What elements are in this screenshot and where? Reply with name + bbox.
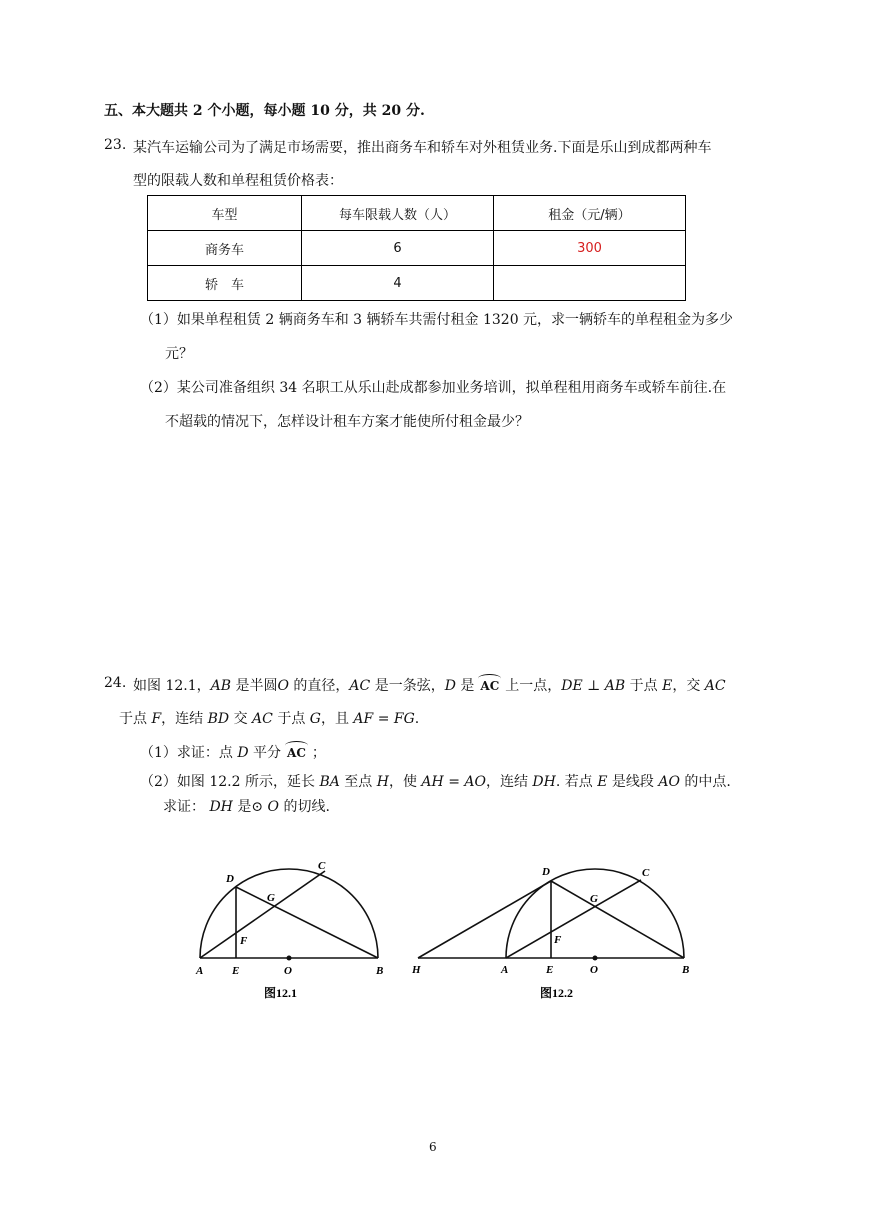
text: 求证：	[163, 799, 210, 815]
q23-stem-line1: 某汽车运输公司为了满足市场需要，推出商务车和轿车对外租赁业务.下面是乐山到成都两种车	[133, 140, 712, 156]
label-B: B	[682, 964, 690, 976]
table-cell: 4	[302, 266, 494, 301]
figure-12-2	[408, 855, 698, 1005]
table-header-cell: 车型	[148, 196, 302, 231]
text: 如图 12.1，	[133, 678, 211, 694]
text: ，连结	[161, 711, 208, 727]
text: 于点	[625, 678, 663, 694]
math-var: BA	[319, 774, 340, 790]
label-D: D	[542, 866, 550, 878]
label-C: C	[318, 860, 326, 872]
text: 于点	[119, 711, 152, 727]
arc-symbol: AC	[480, 679, 500, 693]
q23-part1-line2: 元？	[165, 346, 193, 362]
text: 的中点.	[679, 774, 731, 790]
q23-part1-line1: （1）如果单程租赁 2 辆商务车和 3 辆轿车共需付租金 1320 元，求一辆轿车的单程租金为多少	[140, 312, 734, 328]
label-F: F	[240, 935, 248, 947]
text: 交	[229, 711, 253, 727]
label-G: G	[267, 892, 275, 904]
label-H: H	[412, 964, 421, 976]
table-header-cell: 每车限载人数（人）	[302, 196, 494, 231]
text: 平分	[248, 745, 282, 761]
text: （2）如图 12.2 所示，延长	[140, 774, 320, 790]
chord-AC	[506, 880, 641, 958]
math-expr: DE ⊥ AB	[561, 678, 626, 694]
label-A: A	[501, 964, 509, 976]
figure-caption: 图12.2	[540, 986, 574, 1000]
math-var: G	[309, 711, 321, 727]
q24-stem-line1	[133, 675, 726, 695]
text: 是半圆	[231, 678, 278, 694]
text: ，且	[320, 711, 354, 727]
text: （1）求证：点	[140, 745, 238, 761]
q24-part1	[140, 742, 326, 762]
label-E: E	[546, 964, 554, 976]
semicircle-arc	[506, 869, 684, 958]
table-header-row	[148, 196, 686, 231]
text: 于点	[272, 711, 310, 727]
label-F: F	[554, 934, 562, 946]
text: 上一点，	[505, 678, 562, 694]
label-O: O	[590, 964, 598, 976]
text: ，使	[388, 774, 422, 790]
table-cell-price	[494, 266, 686, 301]
chord-AC	[200, 871, 325, 958]
center-point-O	[287, 956, 292, 961]
table-row	[148, 231, 686, 266]
text: 是	[455, 678, 475, 694]
math-var: BD	[207, 711, 230, 727]
center-point-O	[593, 956, 598, 961]
segment-DB	[236, 887, 378, 958]
segment-DB	[551, 881, 684, 958]
math-var: O	[277, 678, 289, 694]
text: ；	[311, 745, 326, 761]
math-var: O	[267, 799, 280, 815]
math-expr: AH = AO	[421, 774, 486, 790]
label-C: C	[642, 867, 650, 879]
math-var: AC	[252, 711, 273, 727]
q24-stem-line2	[119, 708, 419, 728]
q24-part2-line1	[140, 771, 731, 791]
label-B: B	[376, 965, 384, 977]
q23-stem-line2: 型的限载人数和单程租赁价格表：	[133, 173, 343, 189]
label-D: D	[226, 873, 234, 885]
table-header-cell: 租金（元/辆）	[494, 196, 686, 231]
label-O: O	[284, 965, 292, 977]
figure-caption: 图12.1	[264, 986, 298, 1000]
text: 是⊙	[232, 799, 268, 815]
label-G: G	[590, 893, 598, 905]
math-var: D	[237, 745, 249, 761]
q24-number: 24.	[104, 675, 127, 691]
q23-number: 23.	[104, 137, 127, 153]
label-A: A	[196, 965, 204, 977]
text: 至点	[339, 774, 377, 790]
text: . 若点	[555, 774, 598, 790]
rental-price-table	[147, 195, 686, 301]
math-var: AO	[658, 774, 680, 790]
math-var: DH	[532, 774, 556, 790]
text: .	[414, 711, 420, 727]
text: 是线段	[607, 774, 659, 790]
section-heading: 五、本大题共 2 个小题，每小题 10 分，共 20 分.	[104, 103, 425, 119]
table-row	[148, 266, 686, 301]
table-cell: 6	[302, 231, 494, 266]
math-var: F	[151, 711, 162, 727]
text: 是一条弦，	[370, 678, 445, 694]
q23-part2-line1: （2）某公司准备组织 34 名职工从乐山赴成都参加业务培训，拟单程租用商务车或轿车前往.在	[140, 380, 727, 396]
page-number: 6	[429, 1140, 437, 1154]
math-var: DH	[209, 799, 233, 815]
text: ，连结	[485, 774, 533, 790]
arc-symbol: AC	[287, 746, 306, 760]
math-var: AC	[704, 678, 726, 694]
math-var: H	[376, 774, 389, 790]
text: 的切线.	[279, 799, 330, 815]
table-cell: 轿 车	[148, 266, 302, 301]
math-var: D	[444, 678, 456, 694]
label-E: E	[232, 965, 240, 977]
text: ，交	[672, 678, 705, 694]
math-var: E	[662, 678, 673, 694]
q23-part2-line2: 不超载的情况下，怎样设计租车方案才能使所付租金最少？	[165, 414, 529, 430]
math-expr: AF = FG	[353, 711, 415, 727]
math-var: E	[597, 774, 608, 790]
table-cell: 商务车	[148, 231, 302, 266]
table-cell-price: 300	[494, 231, 686, 266]
figure-12-1	[190, 855, 400, 1005]
tangent-DH	[418, 881, 551, 958]
math-var: AC	[349, 678, 371, 694]
text: 的直径，	[288, 678, 350, 694]
math-var: AB	[210, 678, 232, 694]
q24-part2-line2	[163, 796, 330, 816]
